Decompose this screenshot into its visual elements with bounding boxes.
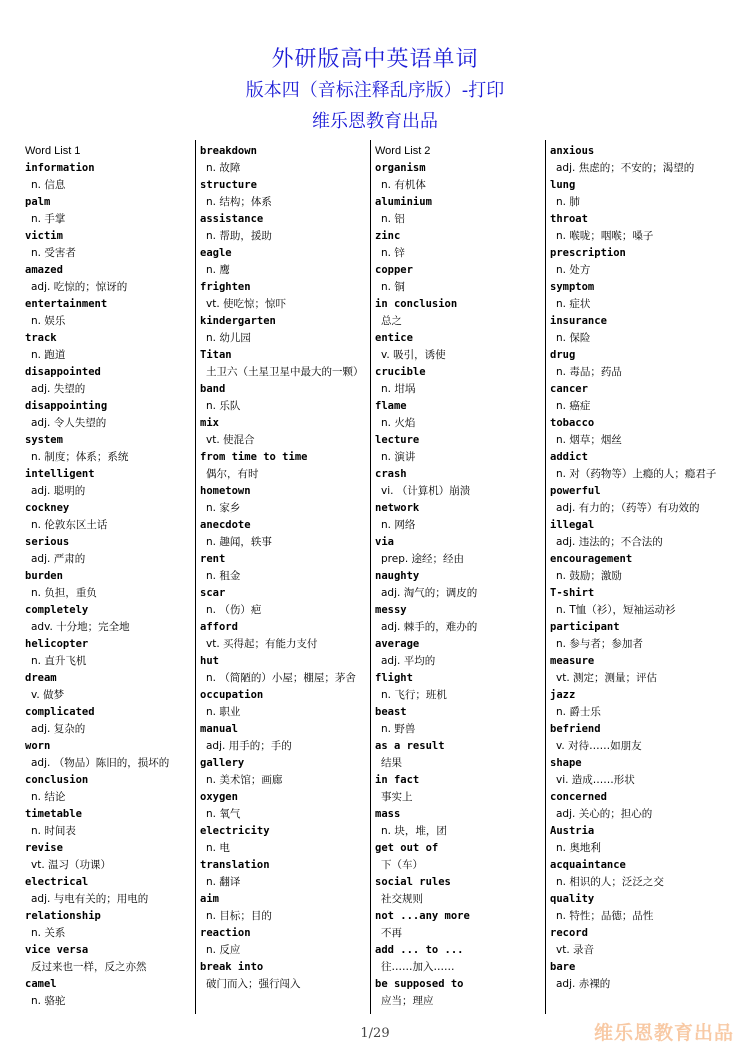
vocab-word: intelligent bbox=[25, 468, 95, 480]
vocab-word: addict bbox=[550, 451, 588, 463]
vocab-word: be supposed to bbox=[375, 978, 464, 990]
vocab-word: acquaintance bbox=[550, 859, 626, 871]
vocab-definition: n. 手掌 bbox=[31, 213, 66, 225]
vocab-definition: n. 娱乐 bbox=[31, 315, 66, 327]
vocab-definition: prep. 途经；经由 bbox=[381, 553, 465, 565]
vocab-definition: 社交规则 bbox=[381, 893, 423, 905]
watermark-logo: 维乐恩教育出品 bbox=[593, 1022, 734, 1044]
vocab-definition: 偶尔，有时 bbox=[206, 468, 259, 480]
vocab-definition: vi. 造成……形状 bbox=[556, 774, 635, 786]
vocab-word: via bbox=[375, 536, 394, 548]
vocab-word: crash bbox=[375, 468, 407, 480]
word-list-title: Word List 2 bbox=[375, 145, 431, 157]
vocab-word: break into bbox=[200, 961, 264, 973]
vocab-definition: adj. 焦虑的；不安的；渴望的 bbox=[556, 162, 695, 174]
vocab-word: breakdown bbox=[200, 145, 257, 157]
vocab-definition: n. 肺 bbox=[556, 196, 580, 208]
vocab-word: in fact bbox=[375, 774, 420, 786]
vocab-word: band bbox=[200, 383, 226, 395]
vocab-definition: n. 毒品；药品 bbox=[556, 366, 622, 378]
vocab-word: encouragement bbox=[550, 553, 633, 565]
vocab-definition: n. 故障 bbox=[206, 162, 241, 174]
vocab-definition: n. 处方 bbox=[556, 264, 591, 276]
vocab-word: revise bbox=[25, 842, 63, 854]
vocab-definition: adj. 复杂的 bbox=[31, 723, 86, 735]
vocab-definition: n. 锌 bbox=[381, 247, 405, 259]
vocab-definition: adj. 吃惊的；惊讶的 bbox=[31, 281, 128, 293]
vocab-word: tobacco bbox=[550, 417, 595, 429]
vocab-definition: n. 目标；目的 bbox=[206, 910, 272, 922]
vocab-word: social rules bbox=[375, 876, 451, 888]
vocab-definition: n. 直升飞机 bbox=[31, 655, 87, 667]
vocab-definition: n. 反应 bbox=[206, 944, 241, 956]
vocab-definition: n. 块，堆，团 bbox=[381, 825, 447, 837]
vocab-definition: n. 飞行；班机 bbox=[381, 689, 447, 701]
vocab-definition: n. 参与者；参加者 bbox=[556, 638, 643, 650]
vocab-word: throat bbox=[550, 213, 588, 225]
vocab-word: victim bbox=[25, 230, 63, 242]
vocab-word: manual bbox=[200, 723, 238, 735]
vocab-definition: n. 美术馆；画廊 bbox=[206, 774, 283, 786]
word-column-4 bbox=[550, 143, 720, 1014]
vocab-word: concerned bbox=[550, 791, 607, 803]
vocab-definition: adv. 十分地；完全地 bbox=[31, 621, 130, 633]
vocab-word: get out of bbox=[375, 842, 439, 854]
vocab-definition: n. 租金 bbox=[206, 570, 241, 582]
vocab-word: from time to time bbox=[200, 451, 308, 463]
vocab-definition: 事实上 bbox=[381, 791, 413, 803]
vocab-word: add ... to ... bbox=[375, 944, 464, 956]
vocab-definition: adj. 令人失望的 bbox=[31, 417, 107, 429]
vocab-definition: n. 家乡 bbox=[206, 502, 241, 514]
vocab-definition: n. 保险 bbox=[556, 332, 591, 344]
document-title: 外研版高中英语单词 bbox=[271, 47, 479, 72]
vocab-definition: n. 奥地利 bbox=[556, 842, 601, 854]
vocab-word: kindergarten bbox=[200, 315, 276, 327]
vocab-definition: v. 对待……如朋友 bbox=[556, 740, 642, 752]
vocab-definition: n. 鹰 bbox=[206, 264, 230, 276]
vocab-word: rent bbox=[200, 553, 226, 565]
vocab-definition: adj. 棘手的，难办的 bbox=[381, 621, 478, 633]
vocab-definition: n. 铜 bbox=[381, 281, 405, 293]
vocab-word: befriend bbox=[550, 723, 601, 735]
vocab-definition: n. 铝 bbox=[381, 213, 405, 225]
vocab-word: flight bbox=[375, 672, 413, 684]
vocab-word: afford bbox=[200, 621, 238, 633]
vocab-definition: n. 野兽 bbox=[381, 723, 416, 735]
vocab-word: beast bbox=[375, 706, 407, 718]
word-column-3 bbox=[375, 143, 541, 1014]
vocab-word: entice bbox=[375, 332, 413, 344]
vocab-word: helicopter bbox=[25, 638, 89, 650]
vocab-word: quality bbox=[550, 893, 595, 905]
vocab-definition: n. 负担，重负 bbox=[31, 587, 97, 599]
vocab-definition: n. 乐队 bbox=[206, 400, 241, 412]
vocab-definition: 应当；理应 bbox=[381, 995, 434, 1007]
vocab-word: copper bbox=[375, 264, 413, 276]
vocab-word: naughty bbox=[375, 570, 420, 582]
vocab-definition: adj. 与电有关的；用电的 bbox=[31, 893, 149, 905]
vocab-word: palm bbox=[25, 196, 51, 208]
vocab-definition: n. 坩埚 bbox=[381, 383, 416, 395]
vocab-word: relationship bbox=[25, 910, 101, 922]
vocab-word: eagle bbox=[200, 247, 232, 259]
publisher-line: 维乐恩教育出品 bbox=[312, 111, 438, 132]
vocab-definition: n. 有机体 bbox=[381, 179, 426, 191]
vocab-definition: adj. 聪明的 bbox=[31, 485, 86, 497]
vocab-word: measure bbox=[550, 655, 595, 667]
vocab-word: serious bbox=[25, 536, 70, 548]
vocab-definition: n. 幼儿园 bbox=[206, 332, 251, 344]
vocab-word: completely bbox=[25, 604, 89, 616]
document-header bbox=[0, 44, 750, 137]
vocab-definition: 反过来也一样，反之亦然 bbox=[31, 961, 147, 973]
vocab-word: conclusion bbox=[25, 774, 89, 786]
vocab-word: in conclusion bbox=[375, 298, 458, 310]
vocab-definition: n. 特性；品德；品性 bbox=[556, 910, 654, 922]
vocab-definition: adj. 有力的；（药等）有功效的 bbox=[556, 502, 700, 514]
vocab-word: drug bbox=[550, 349, 576, 361]
vocab-definition: n. 受害者 bbox=[31, 247, 76, 259]
vocab-word: track bbox=[25, 332, 57, 344]
vocab-definition: vt. 测定；测量；评估 bbox=[556, 672, 658, 684]
vocab-definition: 土卫六（土星卫星中最大的一颗） bbox=[206, 366, 364, 378]
vocab-word: insurance bbox=[550, 315, 607, 327]
vocab-definition: vt. 使混合 bbox=[206, 434, 255, 446]
vocab-definition: 往……加入…… bbox=[381, 961, 455, 973]
vocab-word: average bbox=[375, 638, 420, 650]
vocab-word: dream bbox=[25, 672, 57, 684]
vocab-definition: adj. 赤裸的 bbox=[556, 978, 611, 990]
vocab-definition: n. T恤（衫），短袖运动衫 bbox=[556, 604, 676, 616]
vocab-definition: n. 职业 bbox=[206, 706, 241, 718]
vocab-word: hut bbox=[200, 655, 219, 667]
vocab-word: jazz bbox=[550, 689, 576, 701]
vocab-word: electrical bbox=[25, 876, 89, 888]
vocab-definition: n. 骆驼 bbox=[31, 995, 66, 1007]
vocab-word: organism bbox=[375, 162, 426, 174]
vocab-word: anxious bbox=[550, 145, 595, 157]
vocab-word: reaction bbox=[200, 927, 251, 939]
vocab-definition: 结果 bbox=[381, 757, 402, 769]
vocab-word: prescription bbox=[550, 247, 626, 259]
vocab-definition: v. 做梦 bbox=[31, 689, 65, 701]
vocab-word: information bbox=[25, 162, 95, 174]
vocab-word: as a result bbox=[375, 740, 445, 752]
vocab-definition: vt. 温习（功课） bbox=[31, 859, 112, 871]
vocab-word: network bbox=[375, 502, 420, 514]
vocab-word: participant bbox=[550, 621, 620, 633]
vocab-definition: n. 帮助，援助 bbox=[206, 230, 272, 242]
vocab-word: lecture bbox=[375, 434, 420, 446]
vocab-definition: n. 电 bbox=[206, 842, 230, 854]
vocab-definition: adj. 用手的；手的 bbox=[206, 740, 292, 752]
vocab-word: hometown bbox=[200, 485, 251, 497]
vocab-definition: adj. （物品）陈旧的，损坏的 bbox=[31, 757, 170, 769]
vocab-word: scar bbox=[200, 587, 226, 599]
vocab-word: record bbox=[550, 927, 588, 939]
column-divider bbox=[195, 140, 196, 1014]
word-column-1 bbox=[25, 143, 191, 1014]
vocab-word: crucible bbox=[375, 366, 426, 378]
vocab-definition: n. 网络 bbox=[381, 519, 416, 531]
vocab-definition: n. 火焰 bbox=[381, 417, 416, 429]
vocab-definition: n. 伦敦东区土话 bbox=[31, 519, 108, 531]
vocab-word: occupation bbox=[200, 689, 264, 701]
vocab-definition: n. （简陋的）小屋；棚屋；茅舍 bbox=[206, 672, 356, 684]
vocab-definition: adj. 违法的；不合法的 bbox=[556, 536, 663, 548]
vocab-definition: n. 关系 bbox=[31, 927, 66, 939]
vocab-definition: n. 癌症 bbox=[556, 400, 591, 412]
word-column-2 bbox=[200, 143, 366, 1014]
vocab-definition: n. 烟草；烟丝 bbox=[556, 434, 622, 446]
vocab-word: worn bbox=[25, 740, 51, 752]
word-list-title: Word List 1 bbox=[25, 145, 81, 157]
vocab-word: lung bbox=[550, 179, 576, 191]
vocab-definition: n. 爵士乐 bbox=[556, 706, 601, 718]
vocab-word: oxygen bbox=[200, 791, 238, 803]
vocab-definition: 总之 bbox=[381, 315, 402, 327]
vocab-word: symptom bbox=[550, 281, 595, 293]
vocab-definition: 破门而入；强行闯入 bbox=[206, 978, 301, 990]
vocab-definition: n. 症状 bbox=[556, 298, 591, 310]
vocab-definition: n. 翻译 bbox=[206, 876, 241, 888]
column-divider bbox=[370, 140, 371, 1014]
vocab-definition: n. 信息 bbox=[31, 179, 66, 191]
vocab-word: flame bbox=[375, 400, 407, 412]
vocab-definition: n. 跑道 bbox=[31, 349, 66, 361]
vocab-definition: n. 氧气 bbox=[206, 808, 241, 820]
vocab-word: shape bbox=[550, 757, 582, 769]
vocab-definition: adj. 失望的 bbox=[31, 383, 86, 395]
page-number: 1/29 bbox=[360, 1026, 390, 1041]
vocab-definition: n. 鼓励；激励 bbox=[556, 570, 622, 582]
document-subtitle: 版本四（音标注释乱序版）-打印 bbox=[245, 80, 505, 101]
vocab-definition: adj. 关心的；担心的 bbox=[556, 808, 653, 820]
vocab-definition: v. 吸引，诱使 bbox=[381, 349, 446, 361]
vocab-word: Austria bbox=[550, 825, 595, 837]
vocab-word: bare bbox=[550, 961, 576, 973]
vocab-definition: n. 喉咙；咽喉；嗓子 bbox=[556, 230, 654, 242]
vocab-word: cancer bbox=[550, 383, 588, 395]
vocab-word: burden bbox=[25, 570, 63, 582]
vocab-word: translation bbox=[200, 859, 270, 871]
vocab-word: electricity bbox=[200, 825, 270, 837]
vocab-definition: n. 制度；体系；系统 bbox=[31, 451, 129, 463]
vocab-word: system bbox=[25, 434, 63, 446]
vocab-word: structure bbox=[200, 179, 257, 191]
vocab-word: T-shirt bbox=[550, 587, 595, 599]
vocab-word: cockney bbox=[25, 502, 70, 514]
vocab-word: mass bbox=[375, 808, 401, 820]
vocab-definition: 不再 bbox=[381, 927, 402, 939]
vocab-word: Titan bbox=[200, 349, 232, 361]
vocab-definition: n. 演讲 bbox=[381, 451, 416, 463]
vocab-definition: vt. 使吃惊；惊吓 bbox=[206, 298, 287, 310]
vocab-definition: vt. 买得起；有能力支付 bbox=[206, 638, 318, 650]
vocab-word: messy bbox=[375, 604, 407, 616]
vocab-definition: n. 趣闻，轶事 bbox=[206, 536, 272, 548]
vocab-definition: adj. 严肃的 bbox=[31, 553, 86, 565]
vocab-word: frighten bbox=[200, 281, 251, 293]
vocab-word: mix bbox=[200, 417, 219, 429]
vocab-word: timetable bbox=[25, 808, 82, 820]
vocab-definition: n. 结构；体系 bbox=[206, 196, 272, 208]
vocab-word: not ...any more bbox=[375, 910, 470, 922]
vocab-definition: n. 时间表 bbox=[31, 825, 76, 837]
vocab-definition: n. （伤）疤 bbox=[206, 604, 262, 616]
vocab-definition: n. 结论 bbox=[31, 791, 66, 803]
vocab-definition: vt. 录音 bbox=[556, 944, 595, 956]
vocab-definition: n. 相识的人；泛泛之交 bbox=[556, 876, 664, 888]
vocab-definition: adj. 淘气的；调皮的 bbox=[381, 587, 478, 599]
vocab-definition: vi. （计算机）崩溃 bbox=[381, 485, 471, 497]
vocab-definition: 下（车） bbox=[381, 859, 423, 871]
vocab-word: powerful bbox=[550, 485, 601, 497]
vocab-definition: n. 对（药物等）上瘾的人；瘾君子 bbox=[556, 468, 717, 480]
vocab-word: gallery bbox=[200, 757, 245, 769]
vocab-word: vice versa bbox=[25, 944, 89, 956]
vocab-word: amazed bbox=[25, 264, 63, 276]
column-divider bbox=[545, 140, 546, 1014]
vocab-word: aluminium bbox=[375, 196, 432, 208]
vocab-word: aim bbox=[200, 893, 219, 905]
vocab-word: disappointed bbox=[25, 366, 101, 378]
vocab-definition: adj. 平均的 bbox=[381, 655, 436, 667]
vocab-word: complicated bbox=[25, 706, 95, 718]
vocab-word: disappointing bbox=[25, 400, 108, 412]
vocab-word: camel bbox=[25, 978, 57, 990]
vocab-word: illegal bbox=[550, 519, 595, 531]
vocab-word: assistance bbox=[200, 213, 264, 225]
vocab-word: zinc bbox=[375, 230, 401, 242]
vocab-word: entertainment bbox=[25, 298, 108, 310]
vocab-word: anecdote bbox=[200, 519, 251, 531]
